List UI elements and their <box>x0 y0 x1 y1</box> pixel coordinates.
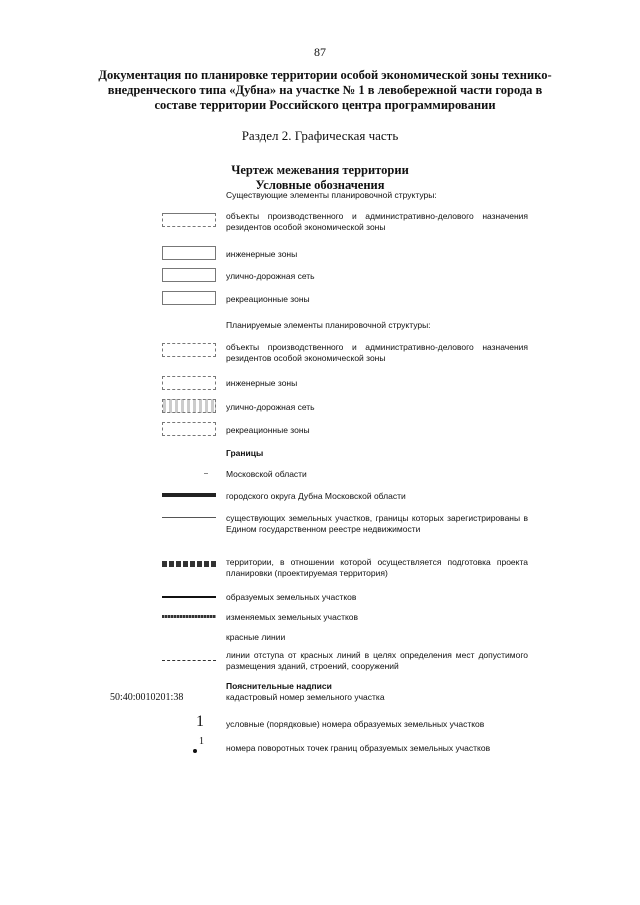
drawing-title: Чертеж межевания территории <box>231 163 409 177</box>
planned-item-recreation: рекреационные зоны <box>226 425 310 435</box>
boundaries-heading: Границы <box>226 448 264 458</box>
changed-plots-line <box>162 615 216 618</box>
plot-number-sample: 1 <box>196 713 204 730</box>
existing-roads-swatch <box>162 268 216 282</box>
section-title: Раздел 2. Графическая часть <box>241 128 399 143</box>
planned-item-engineering: инженерные зоны <box>226 378 298 388</box>
setback-line <box>162 660 216 661</box>
page-number: 87 <box>314 45 326 59</box>
existing-item-roads: улично-дорожная сеть <box>226 271 315 281</box>
planned-roads-swatch <box>162 399 216 413</box>
boundary-existing-plots: существующих земельных участков, границы которых зарегистрированы в Едином государственном реестре недвижимости <box>226 513 528 534</box>
point-dot-icon <box>193 749 197 753</box>
point-number-text: номера поворотных точек границ образуемых земельных участков <box>226 743 491 753</box>
planned-engineering-swatch <box>162 376 216 390</box>
plot-number-text: условные (порядковые) номера образуемых земельных участков <box>226 719 485 729</box>
point-number-sample: 1 <box>199 736 204 747</box>
moscow-region-line <box>204 473 208 474</box>
existing-plots-line <box>162 517 216 518</box>
existing-heading: Существующие элементы планировочной структуры: <box>226 190 437 200</box>
boundary-changed-plots: изменяемых земельных участков <box>226 612 359 622</box>
cadastral-sample: 50:40:0010201:38 <box>110 692 184 703</box>
planned-heading: Планируемые элементы планировочной структуры: <box>226 320 431 330</box>
boundary-moscow-region: Московской области <box>226 469 307 479</box>
boundary-project-territory: территории, в отношении которой осуществляется подготовка проекта планировки (проектируемая территория) <box>226 557 528 578</box>
project-territory-line <box>162 561 216 567</box>
cadastral-text: кадастровый номер земельного участка <box>226 692 385 702</box>
boundary-setback: линии отступа от красных линий в целях определения мест допустимого размещения зданий, строений, сооружений <box>226 650 528 671</box>
boundary-red-lines: красные линии <box>226 632 286 642</box>
boundary-formed-plots: образуемых земельных участков <box>226 592 357 602</box>
planned-recreation-swatch <box>162 422 216 436</box>
formed-plots-line <box>162 596 216 598</box>
planned-item-objects: объекты производственного и административно-делового назначения резидентов особой экономической зоны <box>226 342 528 363</box>
existing-item-engineering: инженерные зоны <box>226 249 298 259</box>
existing-objects-swatch <box>162 213 216 227</box>
city-district-line <box>162 493 216 497</box>
document-title: Документация по планировке территории особой экономической зоны технико-внедренческого типа «Дубна» на участке № 1 в левобережной части города в составе территории Российского центра программировании <box>98 68 552 112</box>
existing-engineering-swatch <box>162 246 216 260</box>
existing-item-objects: объекты производственного и административно-делового назначения резидентов особой экономической зоны <box>226 211 528 232</box>
legend-title: Условные обозначения <box>255 178 385 192</box>
labels-heading: Пояснительные надписи <box>226 681 332 691</box>
planned-item-roads: улично-дорожная сеть <box>226 402 315 412</box>
planned-objects-swatch <box>162 343 216 357</box>
boundary-city-district: городского округа Дубна Московской области <box>226 491 406 501</box>
existing-item-recreation: рекреационные зоны <box>226 294 310 304</box>
existing-recreation-swatch <box>162 291 216 305</box>
